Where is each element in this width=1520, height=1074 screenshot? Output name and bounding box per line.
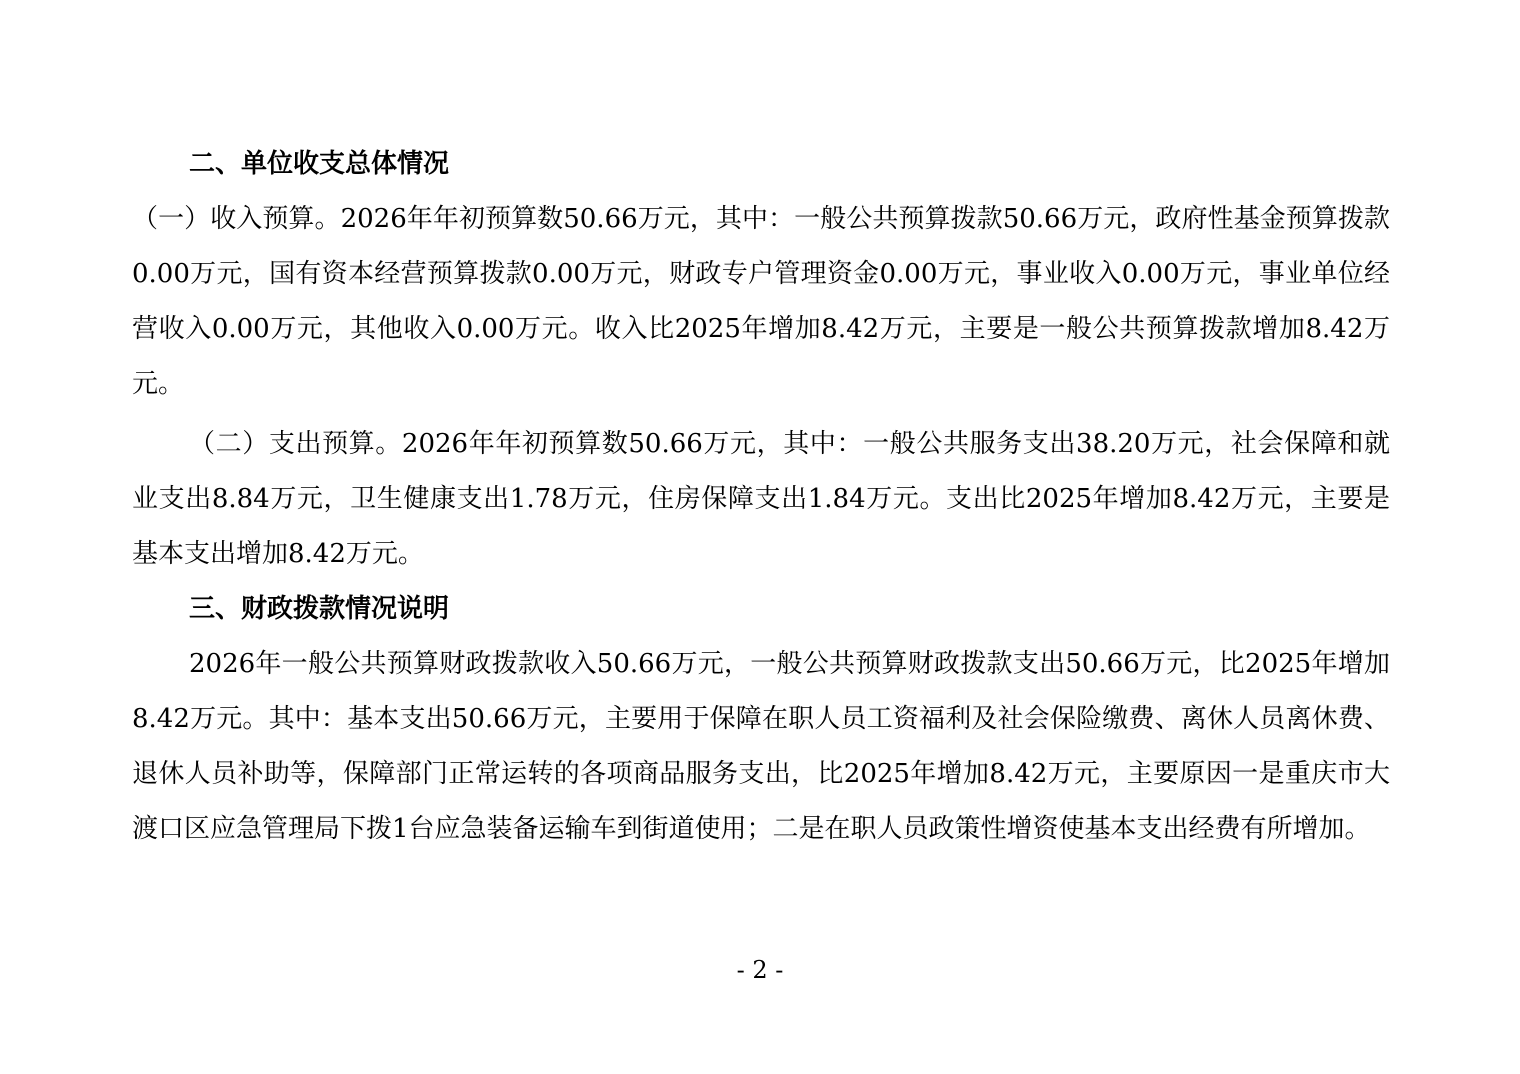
expenditure-budget-lead: （二）支出预算。: [189, 429, 402, 459]
page-number: - 2 -: [736, 956, 784, 984]
document-body: [132, 137, 1390, 857]
income-budget-lead: （一）收入预算。: [132, 204, 341, 234]
income-budget-paragraph: [132, 192, 1390, 412]
section-two-heading: 二、单位收支总体情况: [189, 149, 450, 179]
section-three-heading: 三、财政拨款情况说明: [189, 594, 450, 624]
expenditure-budget-text: 2026年年初预算数50.66万元，其中：一般公共服务支出38.20万元，社会保障和就业支出8.84万元，卫生健康支出1.78万元，住房保障支出1.84万元。支出比2025年增加8.42万元，主要是基本支出增加8.42万元。: [132, 429, 1390, 569]
income-budget-text: 2026年年初预算数50.66万元，其中：一般公共预算拨款50.66万元，政府性基金预算拨款0.00万元，国有资本经营预算拨款0.00万元，财政专户管理资金0.00万元，事业收入0.00万元，事业单位经营收入0.00万元，其他收入0.00万元。收入比2025年增加8.42万元，主要是一般公共预算拨款增加8.42万元。: [132, 204, 1390, 399]
fiscal-appropriation-paragraph: 2026年一般公共预算财政拨款收入50.66万元，一般公共预算财政拨款支出50.66万元，比2025年增加8.42万元。其中：基本支出50.66万元，主要用于保障在职人员工资福利及社会保险缴费、离休人员离休费、退休人员补助等，保障部门正常运转的各项商品服务支出，比2025年增加8.42万元，主要原因一是重庆市大渡口区应急管理局下拨1台应急装备运输车到街道使用；二是在职人员政策性增资使基本支出经费有所增加。: [132, 649, 1390, 844]
expenditure-budget-paragraph: [132, 417, 1390, 582]
